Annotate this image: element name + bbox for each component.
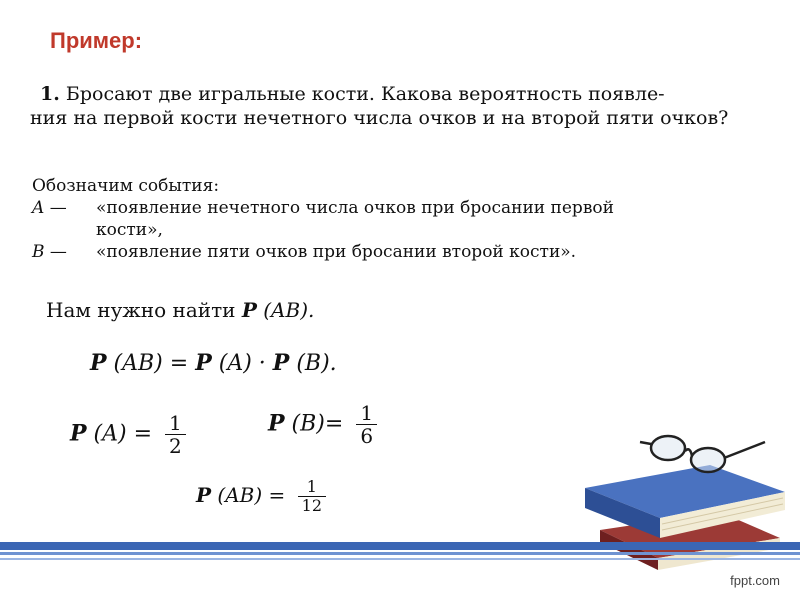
events-definition <box>32 175 752 263</box>
event-b-row <box>32 241 752 263</box>
need-text: Нам нужно найти <box>46 298 236 322</box>
multiplication-formula <box>90 350 337 376</box>
footer-brand: fppt.com <box>730 573 780 588</box>
event-a-row <box>32 197 752 241</box>
event-b-text: «появление пяти очков при бросании второй кости». <box>96 242 577 262</box>
footer-stripe-thinner <box>0 558 800 560</box>
event-a-text-2: кости», <box>96 220 163 240</box>
probability-a <box>70 412 186 457</box>
probability-b <box>268 402 377 447</box>
event-b-label-wrap <box>32 241 96 263</box>
event-a-text-1: «появление нечетного числа очков при бросании первой <box>96 198 614 218</box>
footer-stripe-top <box>0 542 800 550</box>
pab-fraction <box>298 478 326 515</box>
eyeglasses-icon <box>640 436 765 472</box>
need-to-find <box>46 298 314 322</box>
pab-numerator: 1 <box>306 477 317 496</box>
pab-p: P <box>196 483 212 507</box>
pb-fraction <box>356 402 377 447</box>
pa-arg: (A) = <box>93 421 153 447</box>
problem-number: 1. <box>40 83 60 105</box>
event-a-text <box>96 197 752 241</box>
pa-numerator: 1 <box>169 411 182 435</box>
footer-stripe-thin <box>0 552 800 555</box>
probability-ab <box>196 478 326 515</box>
pa-denominator: 2 <box>169 434 182 458</box>
problem-statement <box>30 82 729 130</box>
pab-denominator: 12 <box>301 496 322 515</box>
event-b-label: B <box>32 242 45 262</box>
formula-arg2: (A) · <box>218 351 266 376</box>
problem-line-1 <box>40 82 728 106</box>
need-arg: (AB). <box>263 298 315 322</box>
pb-p: P <box>268 410 285 437</box>
events-intro: Обозначим события: <box>32 176 220 196</box>
slide-title: Пример: <box>50 28 143 53</box>
formula-p2: P <box>195 350 212 376</box>
pa-fraction <box>165 412 186 457</box>
formula-arg1: (AB) = <box>113 351 189 376</box>
problem-line-1-text: Бросают две игральные кости. Какова вероятность появле- <box>65 83 665 105</box>
pab-arg: (AB) = <box>217 483 286 507</box>
formula-arg3: (B). <box>296 351 337 376</box>
event-a-label: A <box>32 198 45 218</box>
pb-denominator: 6 <box>360 424 374 448</box>
pb-numerator: 1 <box>360 401 374 425</box>
formula-p3: P <box>272 350 290 376</box>
formula-p1: P <box>90 350 107 376</box>
event-b-dash: — <box>49 242 67 262</box>
event-a-dash: — <box>49 198 67 218</box>
problem-line-2: ния на первой кости нечетного числа очков и на второй пяти очков? <box>30 107 729 129</box>
need-p-symbol: P <box>241 298 257 322</box>
pb-arg: (B)= <box>291 411 344 437</box>
event-a-label-wrap <box>32 197 96 241</box>
pa-p: P <box>70 420 87 447</box>
